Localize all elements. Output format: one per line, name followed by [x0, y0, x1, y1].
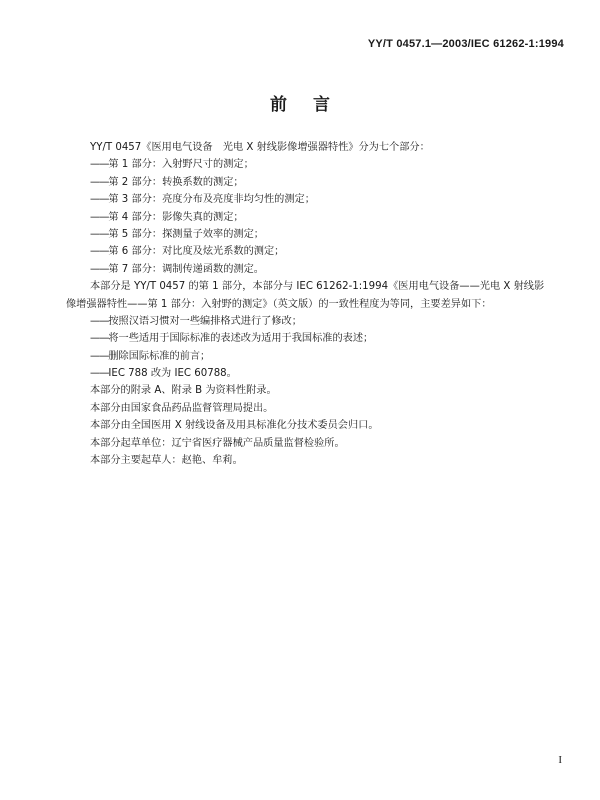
list-item-part-7: —— 第 7 部分：调制传递函数的测定。 [66, 261, 536, 278]
list-item-part-6: —— 第 6 部分：对比度及炫光系数的测定； [66, 243, 536, 260]
paragraph-equivalence-line-2: 像增强器特性——第 1 部分：入射野的测定》（英文版）的一致性程度为等同，主要差异如下： [66, 298, 492, 310]
paragraph-equivalence-line-1: 本部分是 YY/T 0457 的第 1 部分，本部分与 IEC 61262-1:1994《医用电气设备——光电 X 射线影 [90, 281, 545, 293]
document-body [66, 139, 545, 469]
list-item-difference-1: —— 按照汉语习惯对一些编排格式进行了修改； [66, 313, 536, 330]
list-item-difference-3: —— 删除国际标准的前言； [66, 348, 536, 365]
page-title: 前言 [270, 95, 356, 115]
list-item-part-4: —— 第 4 部分：影像失真的测定； [66, 209, 536, 226]
list-item-part-3: —— 第 3 部分：亮度分布及亮度非均匀性的测定； [66, 191, 536, 208]
paragraph-drafting-unit: 本部分起草单位：辽宁省医疗器械产品质量监督检验所。 [90, 437, 345, 449]
list-item-part-5: —— 第 5 部分：探测量子效率的测定； [66, 226, 536, 243]
list-item-part-2: —— 第 2 部分：转换系数的测定； [66, 174, 536, 191]
list-item-difference-2: —— 将一些适用于国际标准的表述改为适用于我国标准的表述； [66, 330, 536, 347]
paragraph-committee: 本部分由全国医用 X 射线设备及用具标准化分技术委员会归口。 [90, 420, 379, 432]
standard-code-header: YY/T 0457.1—2003/IEC 61262-1:1994 [367, 38, 564, 50]
page-number: I [558, 754, 562, 766]
paragraph-proposer: 本部分由国家食品药品监督管理局提出。 [90, 402, 274, 414]
paragraph-drafters: 本部分主要起草人：赵艳、牟莉。 [90, 455, 243, 467]
paragraph-appendix: 本部分的附录 A、附录 B 为资料性附录。 [90, 385, 277, 397]
list-item-difference-4: —— IEC 788 改为 IEC 60788。 [66, 365, 536, 382]
list-item-part-1: —— 第 1 部分：入射野尺寸的测定； [66, 156, 536, 173]
paragraph-intro: YY/T 0457《医用电气设备 光电 X 射线影像增强器特性》分为七个部分： [90, 142, 430, 153]
